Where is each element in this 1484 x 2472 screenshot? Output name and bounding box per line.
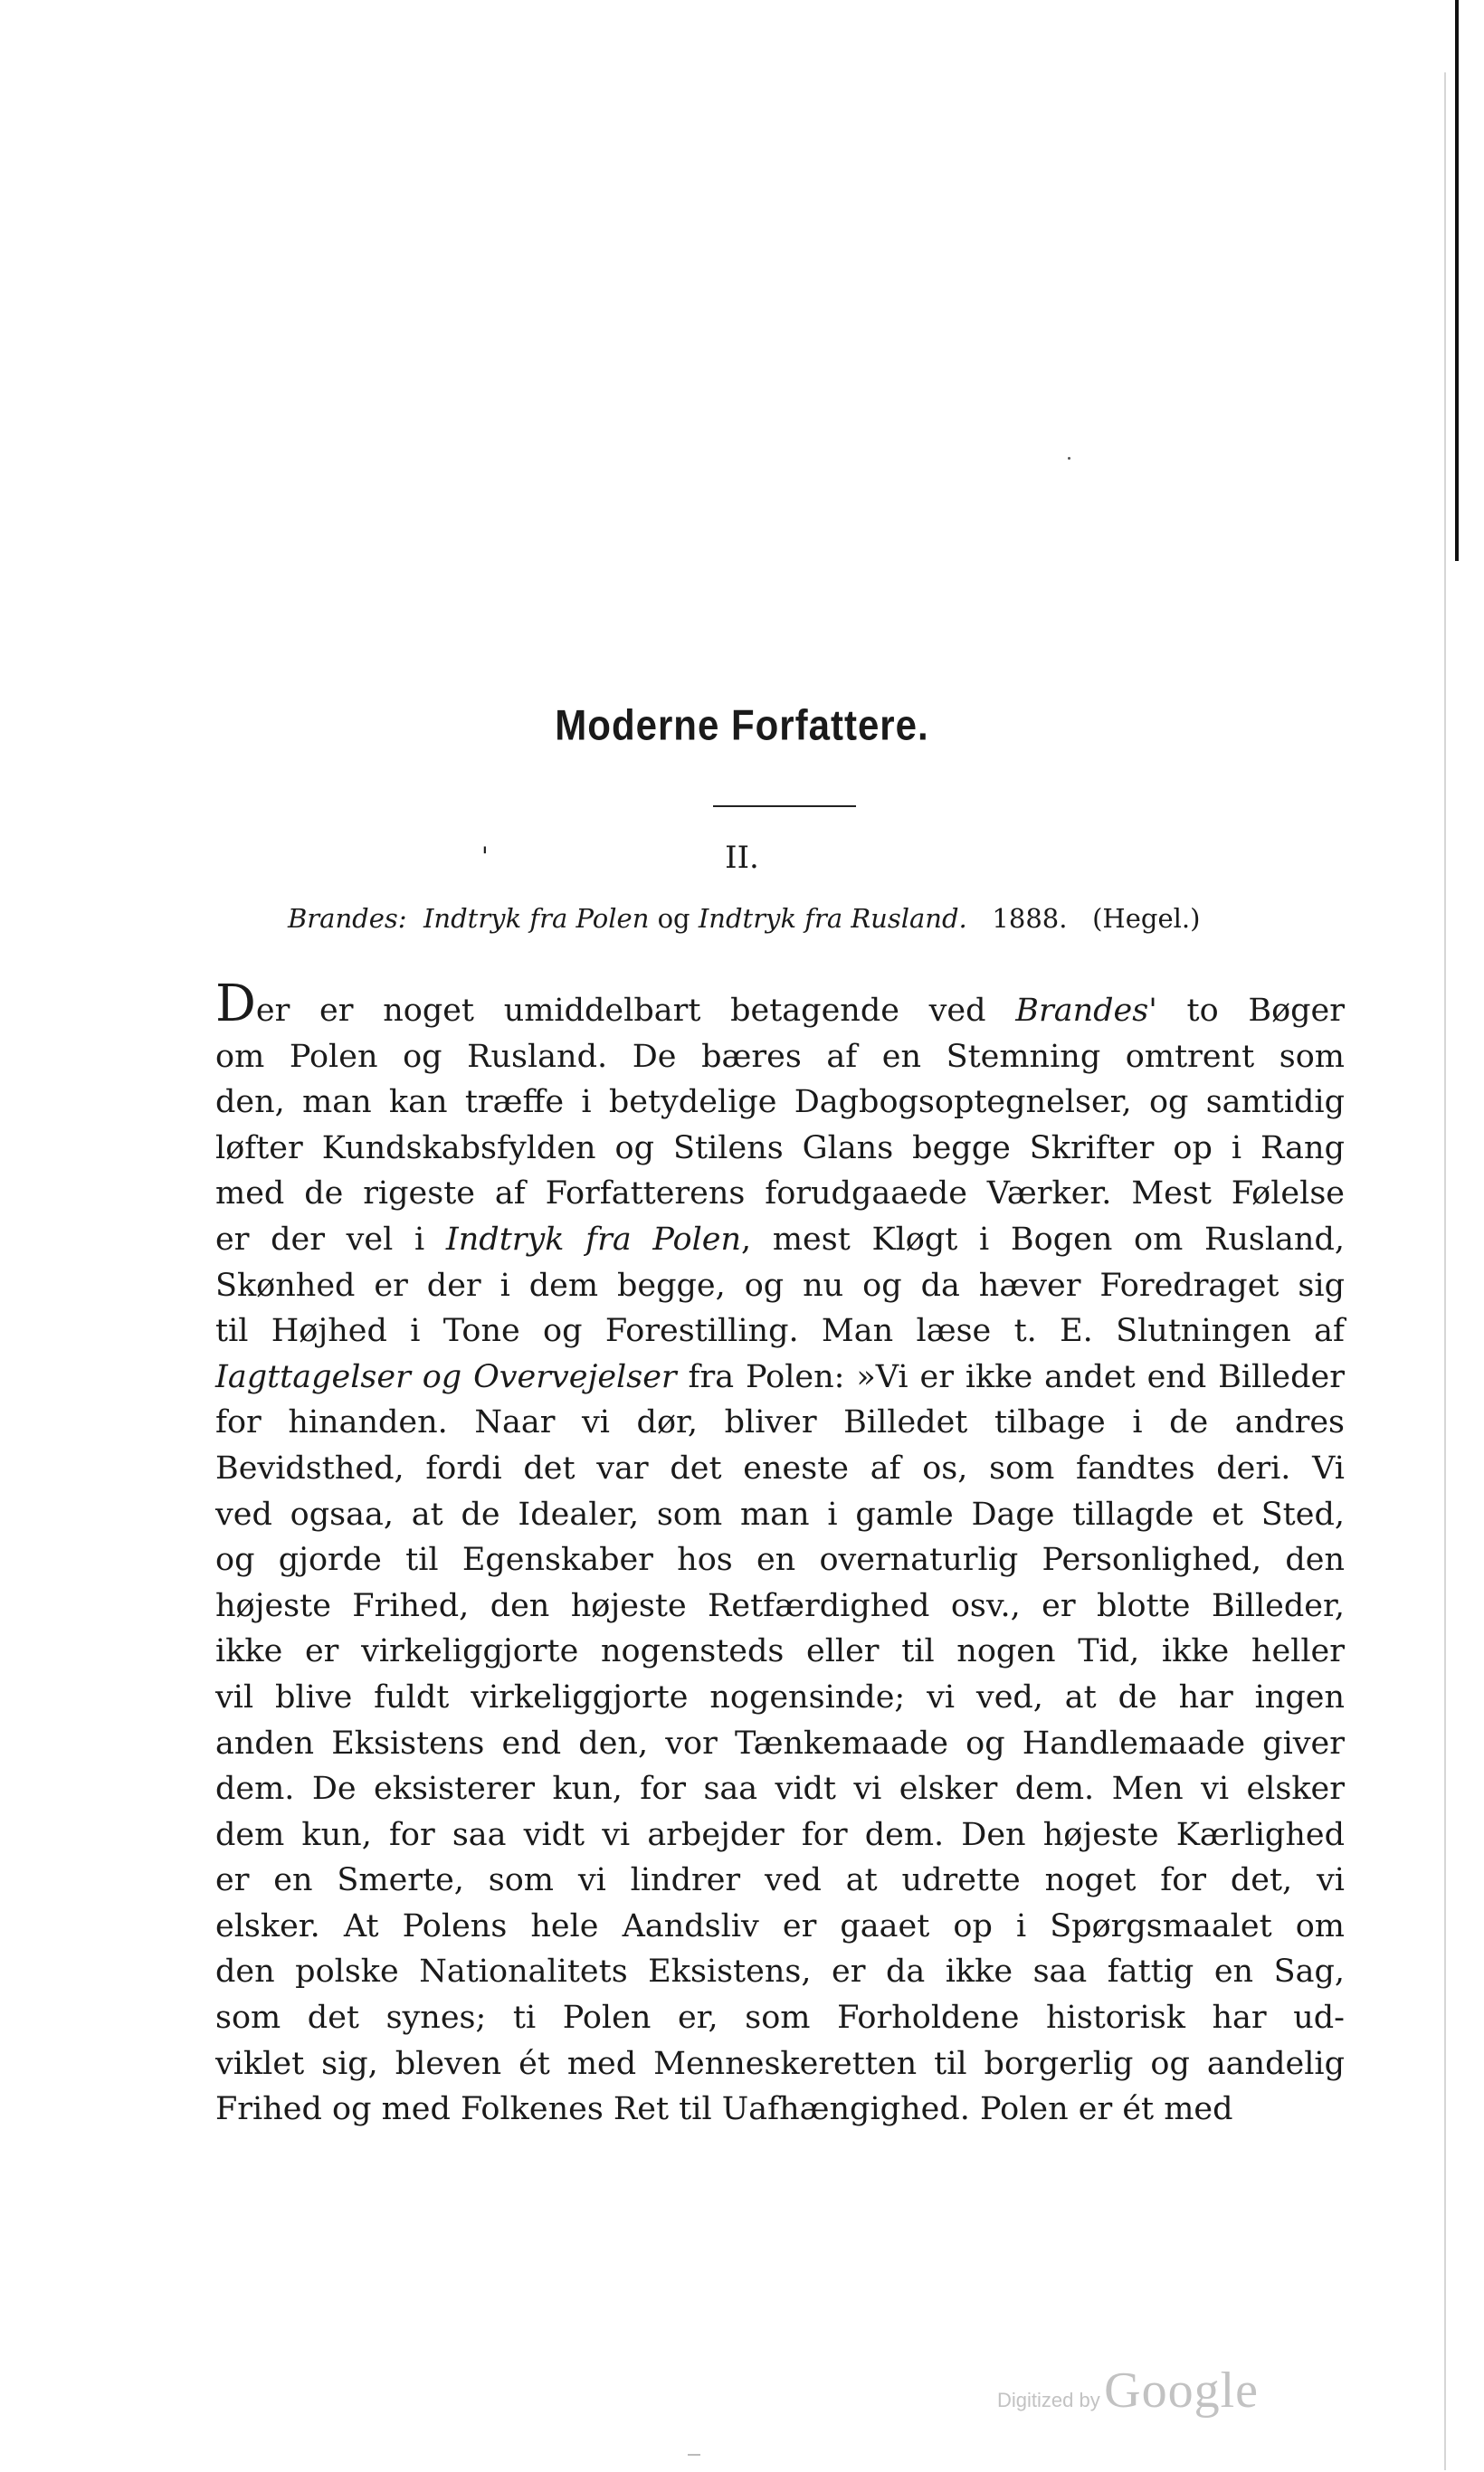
page-edge-line <box>1444 72 1446 2470</box>
text-line: højeste Frihed, den højeste Retfærdighed osv., er blotte Billeder, <box>215 1587 1345 1624</box>
page-title: Moderne Forfattere. <box>555 701 929 749</box>
digitization-watermark <box>997 2362 1259 2420</box>
text-line: den, man kan træffe i betydelige Dagbogsoptegnelser, og samtidig <box>215 1084 1345 1121</box>
text-line: viklet sig, bleven ét med Menneskeretten til borgerlig og aandelig <box>215 2045 1345 2082</box>
text-line: og gjorde til Egenskaber hos en overnaturlig Personlighed, den <box>215 1542 1345 1579</box>
text-line: den polske Nationalitets Eksistens, er da ikke saa fattig en Sag, <box>215 1954 1345 1991</box>
text-line: dem. De eksisterer kun, for saa vidt vi elsker dem. Men vi elsker <box>215 1771 1345 1808</box>
text-run-italic: Indtryk fra Polen <box>445 1221 742 1258</box>
body-text <box>215 975 1345 2133</box>
text-line: vil blive fuldt virkeliggjorte nogensinde; vi ved, at de har ingen <box>215 1678 1345 1716</box>
text-line: anden Eksistens end den, vor Tænkemaade og Handlemaade giver <box>215 1725 1345 1762</box>
page-edge-bar <box>1455 0 1459 561</box>
reference-work2: Indtryk fra Rusland. <box>698 903 967 934</box>
reference-work1: Indtryk fra Polen <box>423 903 650 934</box>
text-run-italic: Brandes' <box>1015 993 1157 1029</box>
text-run: fra Polen: »Vi er ikke andet end Billeder <box>676 1358 1345 1395</box>
text-line <box>215 1217 1345 1263</box>
reference-publisher: (Hegel.) <box>1092 903 1201 934</box>
reference-author: Brandes: <box>288 903 407 934</box>
text-line: om Polen og Rusland. De bæres af en Stemning omtrent som <box>215 1038 1345 1075</box>
text-line: ikke er virkeliggjorte nogensteds eller til nogen Tid, ikke heller <box>215 1633 1345 1670</box>
text-line: til Højhed i Tone og Forestilling. Man læse t. E. Slutningen af <box>215 1313 1345 1350</box>
text-line: Frihed og med Folkenes Ret til Uafhængighed. Polen er ét med <box>215 2091 1233 2128</box>
text-line <box>215 1355 1345 1401</box>
text-line: løfter Kundskabsfylden og Stilens Glans begge Skrifter op i Rang <box>215 1129 1345 1166</box>
text-run: to Bøger <box>1156 993 1345 1029</box>
text-line: med de rigeste af Forfatterens forudgaaede Værker. Mest Følelse <box>215 1175 1345 1212</box>
text-line: Skønhed er der i dem begge, og nu og da hæver Foredraget sig <box>215 1267 1345 1304</box>
text-run: , mest Kløgt i Bogen om Rusland, <box>741 1221 1345 1258</box>
text-line: for hinanden. Naar vi dør, bliver Billedet tilbage i de andres <box>215 1404 1345 1441</box>
text-line: elsker. At Polens hele Aandsliv er gaaet op i Spørgsmaalet om <box>215 1907 1345 1944</box>
title-divider <box>713 805 856 807</box>
reference-line <box>288 903 1374 934</box>
text-run: er der vel i <box>215 1221 446 1258</box>
reference-conj: og <box>657 903 690 934</box>
text-run: er er noget umiddelbart betagende ved <box>255 993 1016 1029</box>
text-run-italic: Iagttagelser og Overvejelser <box>215 1358 677 1395</box>
text-line: ved ogsaa, at de Idealer, som man i gamle Dage tillagde et Sted, <box>215 1496 1345 1533</box>
text-line: er en Smerte, som vi lindrer ved at udrette noget for det, vi <box>215 1862 1345 1899</box>
reference-year: 1888. <box>992 903 1068 934</box>
text-line: Bevidsthed, fordi det var det eneste af os, som fandtes deri. Vi <box>215 1450 1345 1487</box>
scan-speck <box>1068 457 1070 460</box>
watermark-brand: Google <box>1104 2363 1260 2419</box>
margin-mark: ' <box>481 841 489 871</box>
watermark-prefix: Digitized by <box>997 2389 1100 2411</box>
drop-cap: D <box>215 975 256 1033</box>
text-line: dem kun, for saa vidt vi arbejder for dem. Den højeste Kærlighed <box>215 1816 1345 1853</box>
text-line <box>215 975 1345 1034</box>
text-line: som det synes; ti Polen er, som Forholdene historisk har ud- <box>215 2000 1345 2037</box>
section-number: II. <box>725 840 759 876</box>
scan-mark <box>688 2454 700 2456</box>
